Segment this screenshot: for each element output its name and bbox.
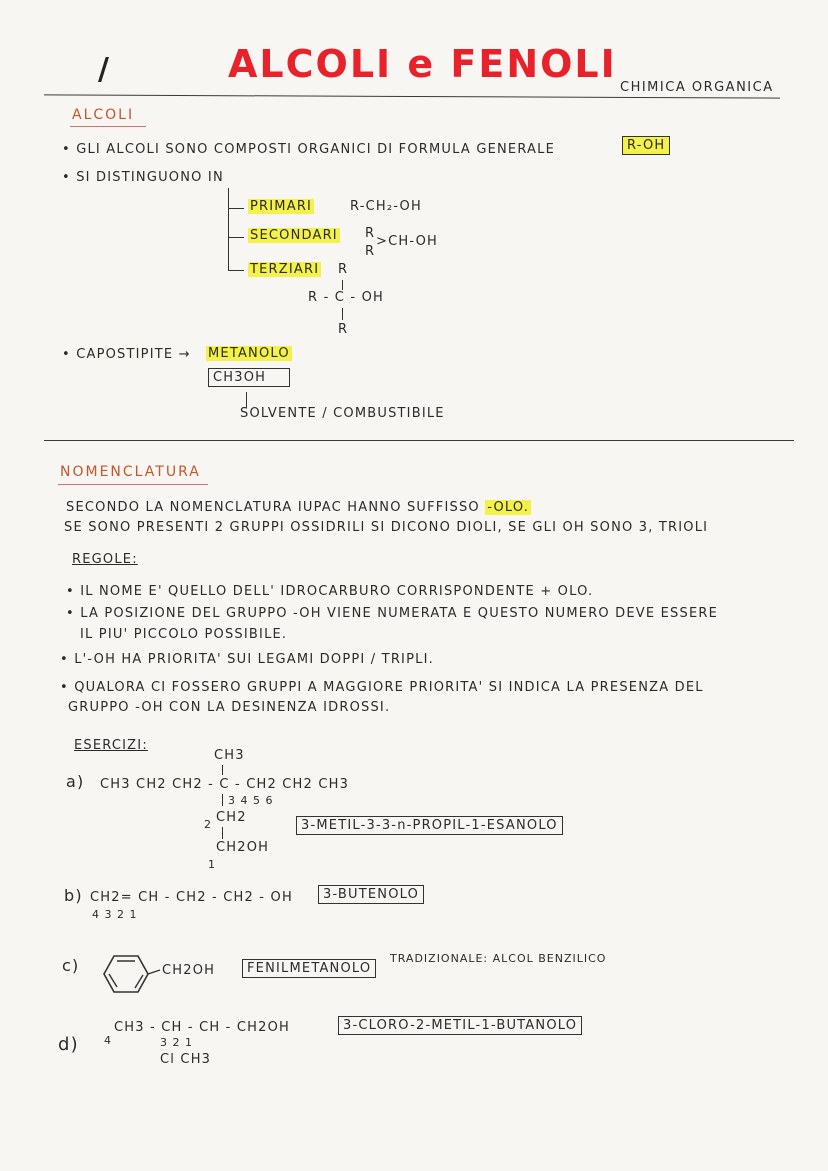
class-formula-secondari-rest: >CH-OH [376,234,439,249]
class-formula-secondari-r1: R [365,226,376,241]
rule-item: GRUPPO -OH CON LA DESINENZA IDROSSI. [68,700,391,715]
distinguish-line: • SI DISTINGUONO IN [62,170,224,185]
rule-item: • L'-OH HA PRIORITA' SUI LEGAMI DOPPI / TRIPLI. [60,652,434,667]
exercise-d-label: d) [58,1034,79,1055]
rule-item: • LA POSIZIONE DEL GRUPPO -OH VIENE NUMERATA E QUESTO NUMERO DEVE ESSERE [66,606,719,621]
benzene-ring-icon [92,946,162,1002]
page-title: ALCOLI e FENOLI [228,42,617,86]
suffix-highlight: -OLO. [487,500,530,515]
definition-text: • GLI ALCOLI SONO COMPOSTI ORGANICI DI FORMULA GENERALE [62,142,556,157]
nomenclatura-line1 [66,500,531,515]
class-label-primari: PRIMARI [250,199,313,214]
tree-stem [228,188,229,270]
general-formula-box: R-OH [622,136,670,155]
class-label-secondari: SECONDARI [250,228,338,243]
exercise-b-label: b) [64,886,83,905]
exercise-d-numbers: 3 2 1 [160,1036,193,1049]
exercise-d-formula: CH3 - CH - CH - CH2OH [114,1020,291,1035]
section-underline [58,484,208,485]
class-formula-primari: R-CH₂-OH [350,199,422,214]
rule-item: IL PIU' PICCOLO POSSIBILE. [80,627,288,642]
class-formula-secondari-r2: R [365,244,376,259]
page-subtitle: CHIMICA ORGANICA [620,80,774,95]
section-underline [70,126,146,127]
exercise-d-num4: 4 [104,1034,112,1047]
tree-branch [228,270,244,271]
exercise-a-branch2: CH2OH [216,840,270,855]
class-label-terziari: TERZIARI [250,262,320,277]
rules-heading: REGOLE: [72,552,138,567]
rule-item: • IL NOME E' QUELLO DELL' IDROCARBURO CORRISPONDENTE + OLO. [66,584,594,599]
bond-line [342,308,343,320]
capostipite-name: METANOLO [208,346,290,361]
exercise-c-note: TRADIZIONALE: ALCOL BENZILICO [390,952,607,965]
esercizi-heading: ESERCIZI: [74,738,148,753]
exercise-b-formula: CH2= CH - CH2 - CH2 - OH [90,890,293,905]
suffix-sentence: SECONDO LA NOMENCLATURA IUPAC HANNO SUFFISSO [66,500,480,515]
exercise-d-subs: Cl CH3 [160,1052,212,1067]
section-rule [44,440,794,441]
alcoli-definition [62,142,555,157]
exercise-a-branch1: CH2 [216,810,247,825]
exercise-a-top: CH3 [214,748,245,763]
class-formula-terziari-bot: R [338,322,349,337]
exercise-b-numbers: 4 3 2 1 [92,908,138,921]
exercise-c-answer: FENILMETANOLO [242,959,376,978]
class-formula-terziari-mid: R - C - OH [308,290,385,305]
exercise-b-answer: 3-BUTENOLO [318,885,424,904]
corner-mark: / [98,52,109,87]
class-formula-terziari-top: R [338,262,349,277]
header-rule [44,94,780,98]
exercise-a-numbers: 3 4 5 6 [228,794,274,807]
bond-line [222,765,223,775]
exercise-d-answer: 3-CLORO-2-METIL-1-BUTANOLO [338,1016,582,1035]
exercise-c-label: c) [62,956,80,975]
capostipite-formula-box: CH3OH [208,368,290,387]
rule-item: • QUALORA CI FOSSERO GRUPPI A MAGGIORE PRIORITA' SI INDICA LA PRESENZA DEL [60,680,704,695]
bond-line [342,280,343,290]
tree-branch [228,237,244,238]
bond-line [222,794,223,806]
exercise-a-label: a) [66,772,85,791]
nomenclatura-line2: SE SONO PRESENTI 2 GRUPPI OSSIDRILI SI DICONO DIOLI, SE GLI OH SONO 3, TRIOLI [64,520,709,535]
capostipite-label: • CAPOSTIPITE → [62,347,191,362]
exercise-c-group: CH2OH [162,963,216,978]
section-heading-alcoli: ALCOLI [72,107,135,123]
bond-line [222,827,223,839]
exercise-a-main: CH3 CH2 CH2 - C - CH2 CH2 CH3 [100,777,350,792]
exercise-a-num2: 2 [204,818,212,831]
capostipite-use: SOLVENTE / COMBUSTIBILE [240,406,445,421]
exercise-a-num1: 1 [208,858,216,871]
section-heading-nomenclatura: NOMENCLATURA [60,464,201,480]
tree-branch [228,208,244,209]
exercise-a-answer: 3-METIL-3-3-n-PROPIL-1-ESANOLO [296,816,563,835]
